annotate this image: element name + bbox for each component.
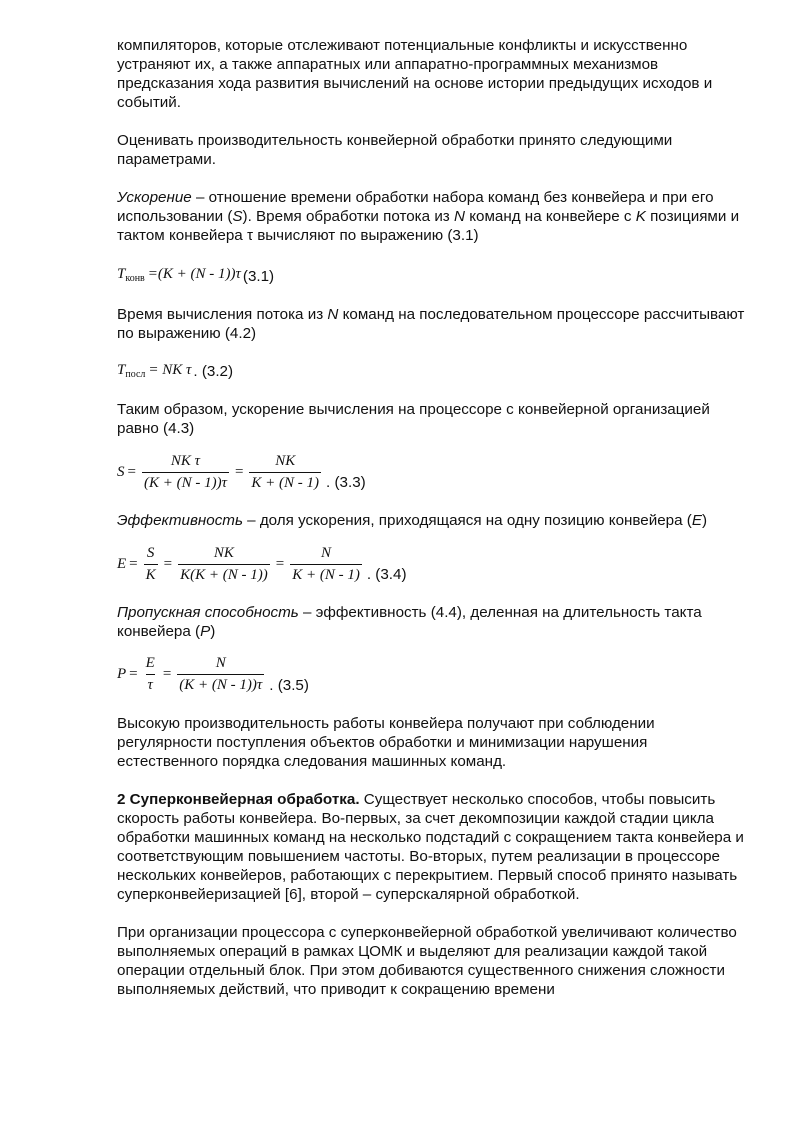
formula-3-1: T конв =(K + (N - 1))τ (3.1) <box>117 265 275 285</box>
term-efficiency: Эффективность <box>117 512 243 529</box>
fraction: $\frac{N}{(K + (N - 1))\tau}$ <box>179 654 263 693</box>
term-throughput: Пропускная способность <box>117 604 299 621</box>
formula-label: (3.1) <box>242 268 275 285</box>
formula-3-2: T посл = NK τ . (3.2) <box>117 361 234 380</box>
fraction: $\frac{\text{NK τ}}{(K + (N - 1))\tau}$ <box>143 452 227 491</box>
fraction: $\frac{N}{K + (N - 1)}$ <box>292 544 360 583</box>
paragraph-organization: При организации процессора с суперконвейерной обработкой увеличивают количество выполняемых операций в рамках ЦОМК и выделяют для реализации каждой такой операции отдельный блок. При этом добиваются существенного снижения сложности выполняемых действий, что приводит к сокращению времени <box>117 924 737 998</box>
fraction: $\frac{S}{K}$ <box>145 544 156 583</box>
fraction: $\frac{NK}{K + (N - 1)}$ <box>251 452 320 491</box>
formula-label: . (3.5) <box>269 677 309 694</box>
formula-3-5: P = $\frac{E}{\tau}$ = $\frac{N}{(K + (N - 1))\tau}$ . (3.5) <box>117 654 309 694</box>
document-page <box>117 36 747 999</box>
fraction: $\frac{NK}{K(K + (N - 1))}$ <box>180 544 268 583</box>
formula-label: . (3.2) <box>193 363 234 380</box>
paragraph-2: Оценивать производительность конвейерной обработки принято следующими параметрами. <box>117 132 673 168</box>
paragraph-sequential: Время вычисления потока из N команд на последовательном процессоре рассчитывают по выражению (4.2) <box>117 306 745 342</box>
section-heading: 2 Суперконвейерная обработка. <box>117 791 360 808</box>
paragraph-superpipeline: 2 Суперконвейерная обработка. Существует несколько способов, чтобы повысить скорость работы конвейера. Во-первых, за счет декомпозиции каждой стадии цикла обработки машинных команд на несколько подстадий с сокращением такта конвейера и соответствующим повышением частоты. Во-вторых, путем реализации в процессоре нескольких конвейеров, работающих с перекрытием. Первый способ принято называть суперконвейеризацией [6], второй – суперскалярной обработкой. <box>117 791 744 903</box>
fraction: $\frac{E}{\tau}$ <box>145 654 155 693</box>
paragraph-speedup: Ускорение – отношение времени обработки набора команд без конвейера и при его использовании (S). Время обработки потока из N команд на конвейере с K позициями и тактом конвейера τ вычисляют по выражению (3.1) <box>117 189 740 244</box>
paragraph-throughput: Пропускная способность – эффективность (4.4), деленная на длительность такта конвейера (P) <box>117 604 702 640</box>
paragraph-speedup-result: Таким образом, ускорение вычисления на процессоре с конвейерной организацией равно (4.3) <box>117 401 710 437</box>
formula-3-4: E = $\frac{S}{K}$ = $\frac{NK}{K(K + (N - 1))}$ = $\frac{N}{K + (N - 1)}$ . (3.4) <box>117 544 407 583</box>
formula-3-3: S = $\frac{\text{NK τ}}{(K + (N - 1))\tau}$ = $\frac{NK}{K + (N - 1)}$ . (3.3) <box>117 452 366 491</box>
formula-label: . (3.3) <box>326 474 366 491</box>
term-speedup: Ускорение <box>117 189 192 206</box>
paragraph-high-performance: Высокую производительность работы конвейера получают при соблюдении регулярности поступления объектов обработки и минимизации нарушения естественного порядка следования машинных команд. <box>117 715 655 770</box>
paragraph-efficiency: Эффективность – доля ускорения, приходящаяся на одну позицию конвейера (E) <box>117 512 708 529</box>
formula-label: . (3.4) <box>366 566 407 583</box>
paragraph-1: компиляторов, которые отслеживают потенциальные конфликты и искусственно устраняют их, а также аппаратных или аппаратно-программных механизмов предсказания хода развития вычислений на основе истории предыдущих исходов и событий. <box>117 37 713 111</box>
